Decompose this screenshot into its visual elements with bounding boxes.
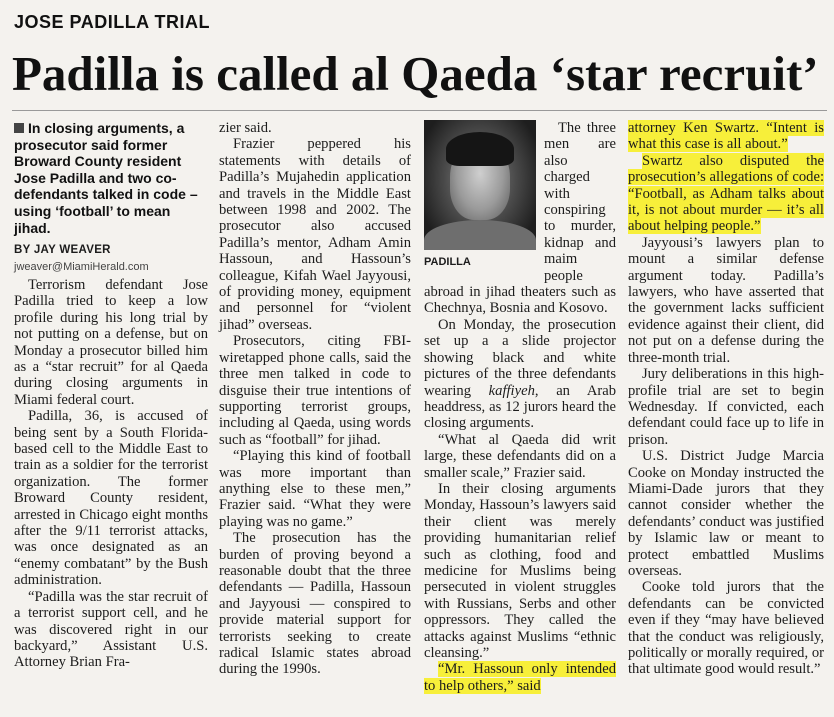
deck xyxy=(14,120,208,236)
paragraph: The prosecution has the burden of proving beyond a reasonable doubt that the three defendants — Padilla, Hassoun and Jayyousi — conspired to provide material support for terrorists seeking to create radical Islamic states abroad during the 1990s. xyxy=(219,530,411,678)
paragraph: Prosecutors, citing FBI-wiretapped phone calls, said the three men talked in code to disguise their true intentions of supporting terrorist groups, including al Qaeda, using words such as “football” for jihad. xyxy=(219,333,411,448)
column-4 xyxy=(628,120,824,678)
paragraph: “Playing this kind of football was more important than anything else to these men,” Frazier said. “What they were playing was no game.” xyxy=(219,448,411,530)
headline: Padilla is called al Qaeda ‘star recruit’ xyxy=(12,46,819,101)
paragraph-highlighted: attorney Ken Swartz. “Intent is what this case is all about.” xyxy=(628,120,824,153)
paragraph: “What al Qaeda did writ large, these defendants did on a smaller scale,” Frazier said. xyxy=(424,431,616,481)
paragraph-highlighted: “Mr. Hassoun only intended to help others,” said xyxy=(424,661,616,694)
byline: BY JAY WEAVER xyxy=(14,244,111,257)
author-email[interactable]: jweaver@MiamiHerald.com xyxy=(14,260,149,273)
column-2 xyxy=(219,120,411,678)
paragraph-highlighted: Swartz also disputed the prosecution’s allegations of code: “Football, as Adham talks about it, is not about murder — it’s all about helping people.” xyxy=(628,152,824,235)
padilla-photo xyxy=(424,120,536,250)
column-1 xyxy=(14,120,208,671)
paragraph: In their closing arguments Monday, Hassoun’s lawyers said their client was merely providing humanitarian relief such as clothing, food and medicine for Muslims being persecuted in violent struggles with Russians, Serbs and other oppressors. They called the attacks against Muslims “ethnic cleansing.” xyxy=(424,480,616,661)
paragraph: Jury deliberations in this high-profile trial are set to begin Wednesday. If convicted, each defendant could face up to life in prison. xyxy=(628,366,824,448)
paragraph: zier said. xyxy=(219,120,272,136)
headline-rule xyxy=(12,110,827,111)
photo-block xyxy=(424,120,536,270)
paragraph: The three men are also charged with conspiring to murder, kidnap and maim people abroad in jihad theaters such as Chechnya, Bosnia and Kosovo. xyxy=(424,120,616,317)
section-kicker: JOSE PADILLA TRIAL xyxy=(14,12,211,32)
paragraph: U.S. District Judge Marcia Cooke on Monday instructed the Miami-Dade jurors that they cannot consider whether the defendants’ conduct was justified by Islamic law or meant to protect embattled Muslims overseas. xyxy=(628,448,824,579)
photo-caption: PADILLA xyxy=(424,256,471,268)
paragraph: Frazier peppered his statements with details of Padilla’s Mujahedin application and travels in the Middle East between 1998 and 2002. The prosecutor also accused Padilla’s mentor, Adham Amin Hassoun, and Hassoun’s colleague, Kifah Wael Jayyousi, of providing money, equipment and personnel for “violent jihad” overseas. xyxy=(219,136,411,333)
square-bullet-icon xyxy=(14,123,24,133)
paragraph: Padilla, 36, is accused of being sent by a South Florida-based cell to the Middle East to train as a soldier for the terrorist organization. The former Broward County resident, arrested in Chicago eight months after the 9/11 terrorist attacks, was once designated as an “enemy combatant” by the Bush administration. xyxy=(14,408,208,589)
column-3 xyxy=(424,120,616,694)
paragraph: Cooke told jurors that the defendants can be convicted even if they “may have believed that the conduct was religiously, politically or morally required, or that ultimate good would result.” xyxy=(628,579,824,678)
deck-text: In closing arguments, a prosecutor said former Broward County resident Jose Padilla and two co-defendants talked in code – using ‘football’ to mean jihad. xyxy=(14,120,198,236)
paragraph: “Padilla was the star recruit of a terrorist support cell, and he was discovered right in our backyard,” Assistant U.S. Attorney Brian Fra- xyxy=(14,588,208,671)
paragraph: On Monday, the prosecution set up a a slide projector showing black and white pictures of the three defendants wearing kaffiyeh, an Arab headdress, as 12 jurors heard the closing arguments. xyxy=(424,316,616,432)
paragraph: Jayyousi’s lawyers plan to mount a similar defense argument today. Padilla’s lawyers, who have asserted that the government lacks sufficient evidence against their client, did not put on a defense during the three-month trial. xyxy=(628,234,824,366)
paragraph: Terrorism defendant Jose Padilla tried to keep a low profile during his long trial by not putting on a defense, but on Monday a prosecutor billed him as a “star recruit” for al Qaeda during closing arguments in Miami federal court. xyxy=(14,276,208,408)
